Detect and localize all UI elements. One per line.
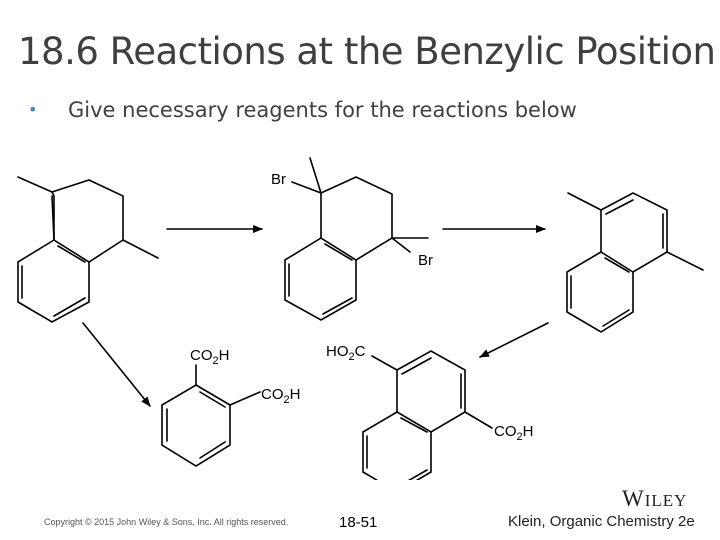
logo-rest: ILEY <box>644 491 688 510</box>
molecule-dimethyltetralin <box>18 177 158 322</box>
molecule-phthalic-acid <box>162 365 260 466</box>
book-citation: Klein, Organic Chemistry 2e <box>508 513 695 530</box>
co2h-label-1: $CO_2H$ <box>190 347 230 367</box>
reaction-scheme <box>0 140 720 480</box>
molecule-naphthalene-dicarboxylic-acid <box>363 351 492 480</box>
molecule-dibromo-tetralin <box>285 158 428 320</box>
slide-title: 18.6 Reactions at the Benzylic Position <box>18 30 716 73</box>
ho2c-label: $HO_2C$ <box>326 343 366 363</box>
reaction-arrow-3 <box>480 323 548 357</box>
bullet-text: Give necessary reagents for the reactions below <box>68 98 577 122</box>
slide-number: 18-51 <box>339 514 378 531</box>
br-label-bottom: Br <box>418 252 433 269</box>
co2h-label-2: $CO_2H$ <box>261 386 301 406</box>
copyright-notice: Copyright © 2015 John Wiley & Sons, Inc. All rights reserved. <box>44 517 289 527</box>
molecule-dimethylnaphthalene <box>567 193 703 332</box>
bullet-dot-icon: • <box>28 100 38 119</box>
logo-initial: W <box>622 486 645 511</box>
co2h-label-3: $CO_2H$ <box>494 423 534 443</box>
reaction-arrow-4 <box>83 323 150 406</box>
publisher-logo <box>622 486 687 512</box>
br-label-top: Br <box>271 171 286 188</box>
